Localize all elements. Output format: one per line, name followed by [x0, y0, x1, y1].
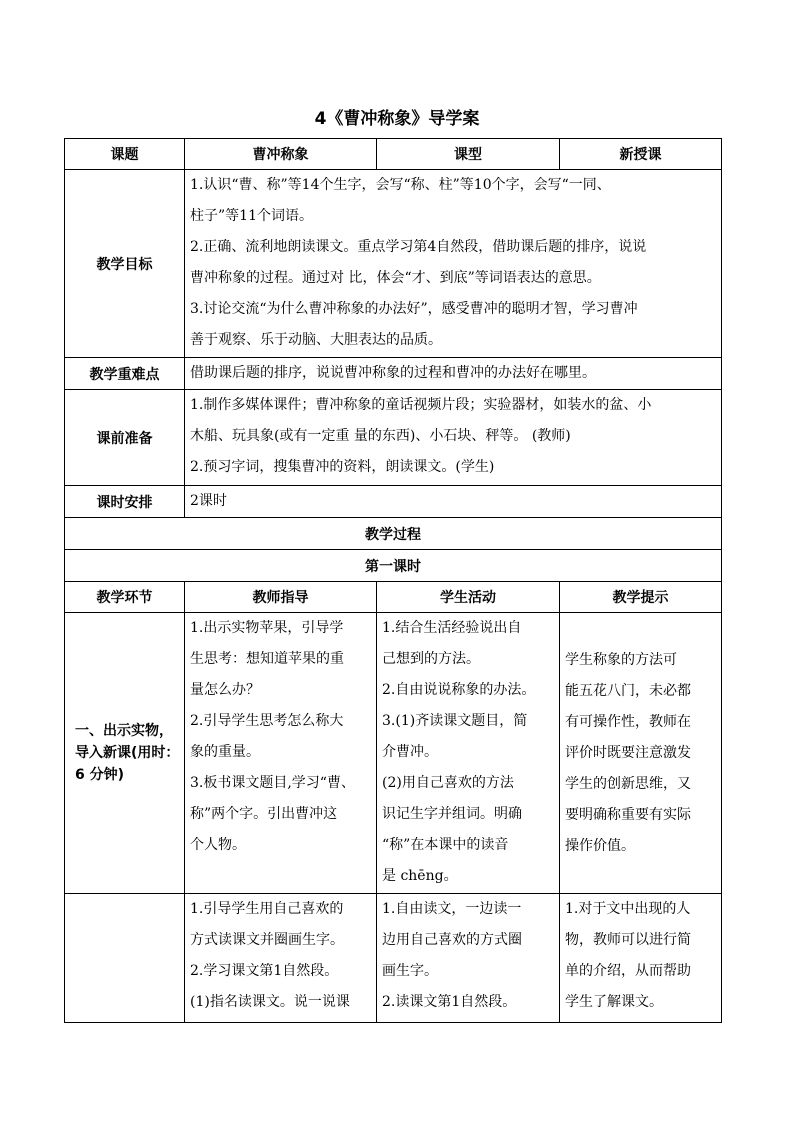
step-label — [65, 894, 185, 1023]
topic-label: 课题 — [65, 139, 185, 170]
tips-line: 要明确称重要有实际 — [565, 806, 691, 823]
process-title-row — [65, 518, 722, 550]
student-line: 是 chēng。 — [382, 868, 458, 884]
tips-line: 学生的创新思维，又 — [565, 775, 691, 792]
process-title: 教学过程 — [65, 518, 722, 550]
tips-line: 物，教师可以进行简 — [565, 932, 691, 948]
teaching-tips — [560, 894, 722, 1023]
period-title: 第一课时 — [65, 550, 722, 582]
schedule-label: 课时安排 — [65, 486, 185, 518]
student-line: 2.读课文第1自然段。 — [382, 994, 517, 1010]
topic-row — [65, 139, 722, 170]
teacher-line: 象的重量。 — [190, 744, 260, 760]
preparation-content — [185, 390, 722, 486]
teacher-line: 生思考：想知道苹果的重 — [190, 651, 344, 667]
period-title-row — [65, 550, 722, 582]
preparation-row — [65, 390, 722, 486]
objectives-row — [65, 170, 722, 358]
col-tips-header: 教学提示 — [560, 582, 722, 613]
key-points-row — [65, 358, 722, 390]
teaching-tips — [560, 613, 722, 894]
student-line: (2)用自己喜欢的方法 — [382, 775, 514, 791]
student-line: 画生字。 — [382, 963, 438, 979]
tips-line: 学生了解课文。 — [565, 994, 663, 1010]
tips-line: 能五花八门，未必都 — [565, 682, 691, 699]
lesson-plan-table — [64, 138, 722, 1023]
step-line: 导入新课(用时： — [75, 745, 180, 761]
teacher-line: 量怎么办？ — [190, 682, 260, 698]
preparation-line: 2.预习字词，搜集曹冲的资料，朗读课文。(学生) — [190, 459, 495, 475]
column-header-row — [65, 582, 722, 613]
teacher-line: 1.出示实物苹果，引导学 — [190, 620, 344, 636]
teacher-guidance — [185, 894, 377, 1023]
student-line: 识记生字并组词。明确 — [382, 806, 522, 822]
teacher-line: 2.引导学生思考怎么称大 — [190, 713, 344, 729]
tips-line: 学生称象的方法可 — [565, 651, 677, 668]
student-line: 3.(1)齐读课文题目，简 — [382, 713, 528, 729]
teacher-line: 称”两个字。引出曹冲这 — [190, 806, 338, 822]
table-row — [65, 894, 722, 1023]
tips-line: 有可操作性，教师在 — [565, 713, 691, 730]
objective-line: 2.正确、流利地朗读课文。重点学习第4自然段，借助课后题的排序，说说 — [190, 239, 647, 255]
teacher-line: 3.板书课文题目,学习“曹、 — [190, 775, 355, 791]
teacher-guidance — [185, 613, 377, 894]
objective-line: 柱子”等11个词语。 — [190, 208, 313, 224]
objective-line: 善于观察、乐于动脑、大胆表达的品质。 — [190, 332, 442, 348]
student-line: 己想到的方法。 — [382, 651, 480, 667]
student-line: 1.结合生活经验说出自 — [382, 620, 522, 636]
document-title: 4《曹冲称象》导学案 — [314, 109, 480, 129]
schedule-row — [65, 486, 722, 518]
type-label: 课型 — [377, 139, 560, 170]
teacher-line: 1.引导学生用自己喜欢的 — [190, 901, 344, 917]
objectives-label: 教学目标 — [65, 170, 185, 358]
col-step-header: 教学环节 — [65, 582, 185, 613]
objective-line: 1.认识“曹、称”等14个生字，会写“称、柱”等10个字，会写“一同、 — [190, 177, 611, 193]
tips-line: 单的介绍，从而帮助 — [565, 963, 691, 979]
type-value: 新授课 — [560, 139, 722, 170]
schedule-value: 2课时 — [185, 486, 722, 518]
teacher-line: (1)指名读课文。说一说课 — [190, 994, 350, 1010]
key-points-text: 借助课后题的排序，说说曹冲称象的过程和曹冲的办法好在哪里。 — [185, 358, 722, 390]
tips-line: 评价时既要注意激发 — [565, 744, 691, 761]
objective-line: 3.讨论交流“为什么曹冲称象的办法好”，感受曹冲的聪明才智，学习曹冲 — [190, 301, 638, 317]
student-line: 介曹冲。 — [382, 744, 438, 760]
student-line: 1.自由读文，一边读一 — [382, 901, 522, 917]
table-row — [65, 613, 722, 894]
student-activity — [377, 613, 560, 894]
preparation-line: 木船、玩具象(或有一定重 量的东西)、小石块、秤等。 (教师) — [190, 428, 571, 444]
teacher-line: 个人物。 — [190, 837, 246, 853]
tips-line: 操作价值。 — [565, 837, 635, 854]
key-points-label: 教学重难点 — [65, 358, 185, 390]
tips-line: 1.对于文中出现的人 — [565, 901, 691, 917]
topic-value: 曹冲称象 — [185, 139, 377, 170]
step-line: 一、出示实物， — [75, 723, 173, 739]
objective-line: 曹冲称象的过程。通过对 比，体会“才、到底”等词语表达的意思。 — [190, 270, 601, 286]
student-line: 边用自己喜欢的方式圈 — [382, 932, 522, 948]
step-label — [65, 613, 185, 894]
objectives-content — [185, 170, 722, 358]
teacher-line: 2.学习课文第1自然段。 — [190, 963, 339, 979]
col-student-header: 学生活动 — [377, 582, 560, 613]
preparation-line: 1.制作多媒体课件；曹冲称象的童话视频片段；实验器材，如装水的盆、小 — [190, 397, 652, 413]
student-line: 2.自由说说称象的办法。 — [382, 682, 536, 698]
step-line: 6 分钟) — [75, 767, 125, 783]
preparation-label: 课前准备 — [65, 390, 185, 486]
col-teacher-header: 教师指导 — [185, 582, 377, 613]
student-activity — [377, 894, 560, 1023]
student-line: “称”在本课中的读音 — [382, 837, 509, 853]
teacher-line: 方式读课文并圈画生字。 — [190, 932, 344, 948]
